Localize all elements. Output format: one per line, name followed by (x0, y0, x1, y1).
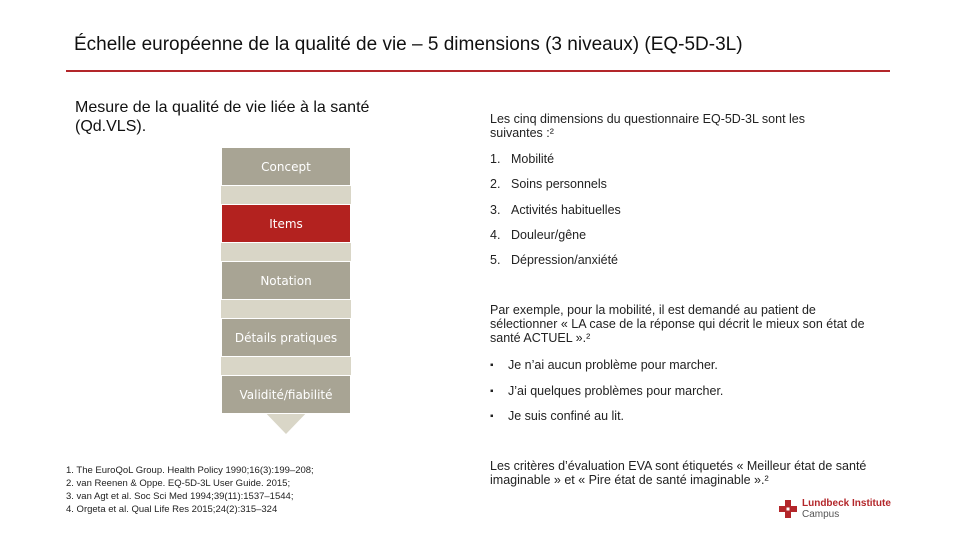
dimensions-list (490, 152, 790, 278)
list-item: 4. Douleur/gêne (490, 227, 587, 242)
slide-subtitle: Mesure de la qualité de vie liée à la santé (Qd.VLS). (75, 99, 370, 135)
list-item: ▪ Je suis confiné au lit. (490, 409, 820, 435)
logo-name: Lundbeck Institute (802, 498, 891, 509)
lundbeck-logo (778, 496, 908, 522)
dimensions-intro: Les cinq dimensions du questionnaire EQ-5D-3L sont les suivantes :² (490, 112, 805, 140)
list-item: 2. Soins personnels (490, 177, 607, 192)
list-item: 1. Mobilité (490, 152, 555, 166)
title-divider (66, 70, 890, 72)
lundbeck-logo-icon (778, 499, 798, 519)
stack-item-concept[interactable]: Concept (221, 147, 351, 186)
logo-subname: Campus (802, 509, 840, 520)
reference-item: 4. Orgeta et al. Qual Life Res 2015;24(2):315–324 (66, 504, 278, 515)
references (66, 464, 376, 516)
mobility-levels (490, 358, 820, 435)
eva-description: Les critères d’évaluation EVA sont étiquetés « Meilleur état de santé imaginable » et « Pire état de santé imaginable ».² (490, 459, 867, 487)
list-item: 5. Dépression/anxiété (490, 253, 619, 268)
list-item: ▪ J’ai quelques problèmes pour marcher. (490, 384, 820, 410)
stack-item-details[interactable]: Détails pratiques (221, 318, 351, 357)
bullet-icon: ▪ (490, 385, 494, 397)
mobility-example: Par exemple, pour la mobilité, il est demandé au patient de sélectionner « LA case de la réponse qui décrit le mieux son état de santé ACTUEL ».² (490, 303, 865, 345)
list-item: 3. Activités habituelles (490, 202, 621, 217)
stack-item-items[interactable]: Items (221, 204, 351, 243)
stack-item-validity[interactable]: Validité/fiabilité (221, 375, 351, 414)
list-item: ▪ Je n’ai aucun problème pour marcher. (490, 358, 820, 384)
reference-item: 2. van Reenen & Oppe. EQ-5D-3L User Guide. 2015; (66, 478, 291, 489)
reference-item: 1. The EuroQoL Group. Health Policy 1990;16(3):199–208; (66, 465, 314, 476)
slide-title: Échelle européenne de la qualité de vie – 5 dimensions (3 niveaux) (EQ-5D-3L) (74, 34, 743, 55)
bullet-icon: ▪ (490, 360, 494, 371)
stack-item-notation[interactable]: Notation (221, 261, 351, 300)
bullet-icon: ▪ (490, 411, 494, 422)
reference-item: 3. van Agt et al. Soc Sci Med 1994;39(11):1537–1544; (66, 491, 294, 502)
